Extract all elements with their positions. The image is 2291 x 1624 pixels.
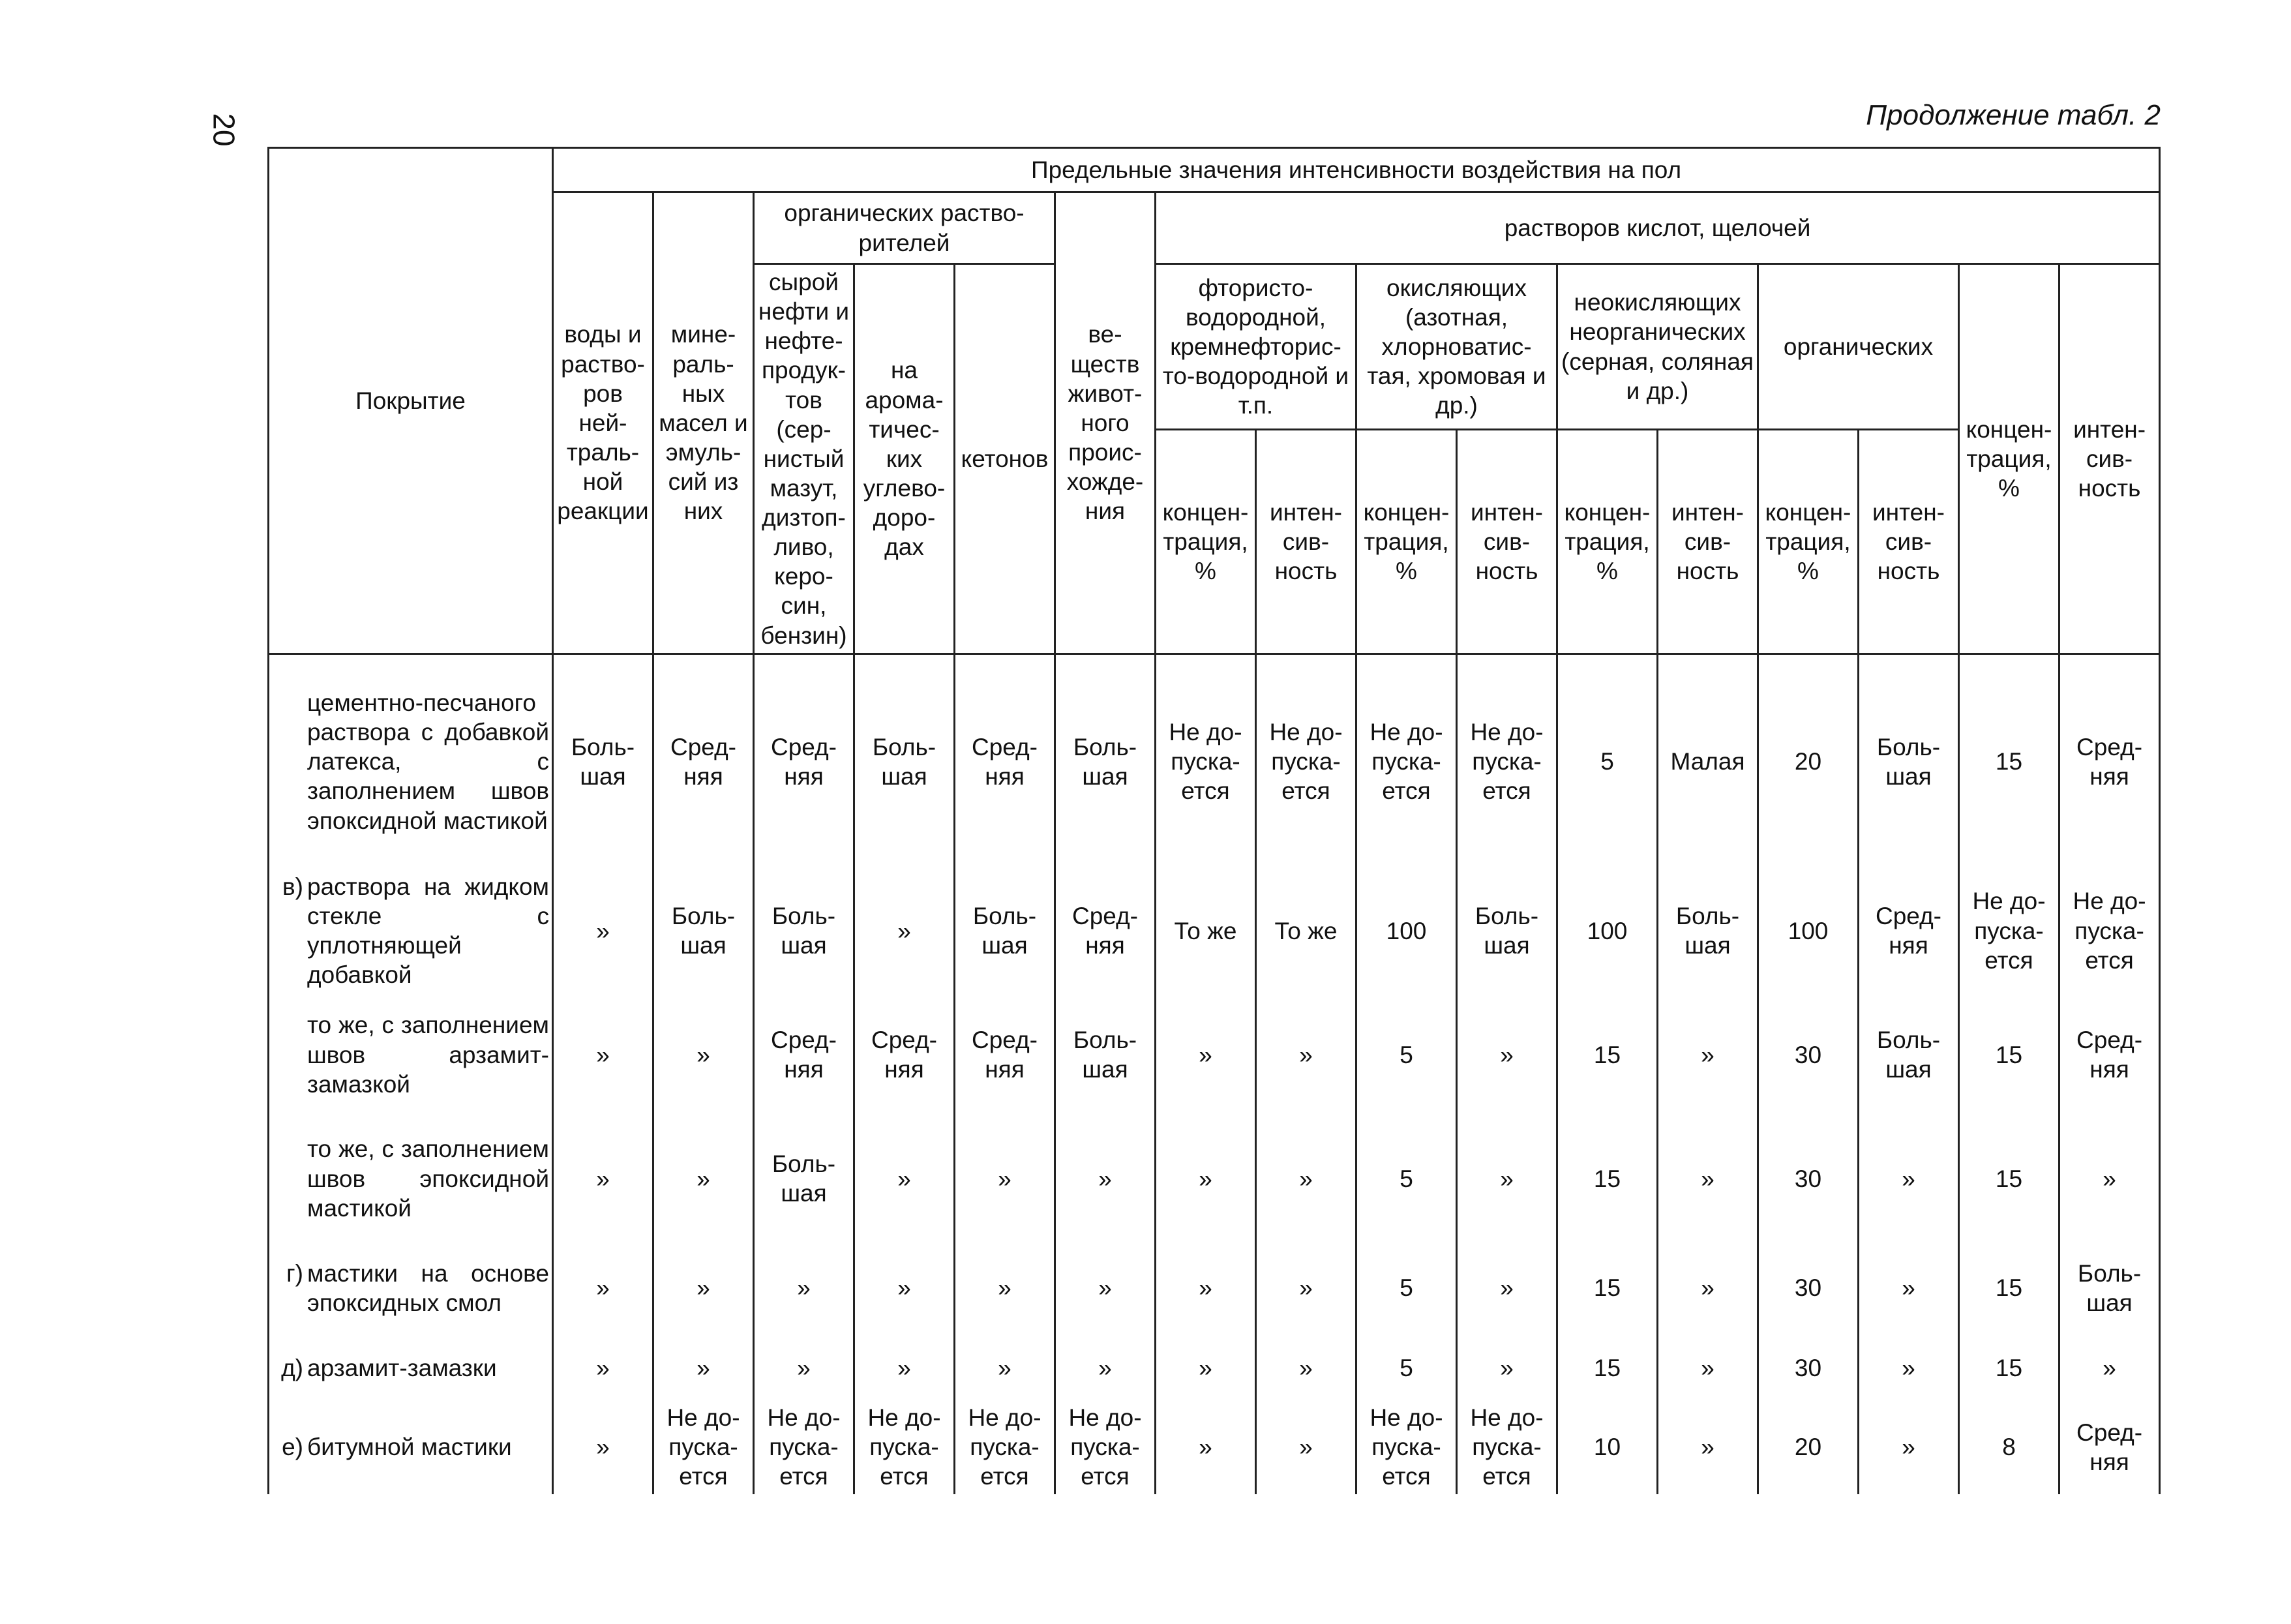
header-alkali-concentration: концен-трация, % [1959, 264, 2059, 654]
table-cell: » [553, 1335, 653, 1400]
coverage-cell [269, 1400, 553, 1494]
table-cell: 100 [1356, 869, 1457, 993]
table-cell: » [1859, 1117, 1959, 1241]
table-cell: То же [1256, 869, 1356, 993]
table-cell: Сред-няя [653, 654, 754, 869]
table-cell: Боль-шая [754, 869, 854, 993]
header-main: Предельные значения интенсивности воздействия на пол [553, 148, 2160, 192]
coverage-text: раствора на жидком стекле с уплотняющей добавкой [307, 873, 549, 989]
table-cell: » [1055, 1117, 1156, 1241]
table-row [269, 1335, 2160, 1400]
table-cell: Сред-няя [2059, 1400, 2160, 1494]
header-concentration: концен-трация, % [1557, 430, 1658, 654]
table-cell: » [854, 1241, 955, 1335]
table-row [269, 654, 2160, 869]
table-cell: Сред-няя [754, 654, 854, 869]
continuation-label: Продолжение табл. 2 [1866, 99, 2161, 131]
table-cell: » [1256, 1400, 1356, 1494]
table-cell: Сред-няя [955, 993, 1055, 1117]
table-cell: » [1156, 1117, 1256, 1241]
coverage-text: то же, с заполнением швов арзамит-замазкой [307, 1012, 549, 1098]
coverage-cell [269, 993, 553, 1117]
table-cell: 100 [1557, 869, 1658, 993]
table-cell: » [553, 1117, 653, 1241]
table-cell: 5 [1356, 1117, 1457, 1241]
header-coverage: Покрытие [269, 148, 553, 654]
table-cell: 15 [1557, 1335, 1658, 1400]
coverage-cell [269, 1241, 553, 1335]
header-crude-oil: сырой нефти и нефте-продук-тов (сер-нистый мазут, дизтоп-ливо, керо-син, бензин) [754, 264, 854, 654]
table-cell: » [1457, 1117, 1557, 1241]
table-cell: Боль-шая [1658, 869, 1758, 993]
table-cell: Боль-шая [1859, 993, 1959, 1117]
table-cell: 5 [1356, 1335, 1457, 1400]
row-letter [275, 1010, 307, 1098]
table-row [269, 1117, 2160, 1241]
table-cell: Малая [1658, 654, 1758, 869]
table-cell: 5 [1557, 654, 1658, 869]
table-cell: 30 [1758, 1335, 1859, 1400]
table-cell: Не до-пуска-ется [754, 1400, 854, 1494]
table-cell: 5 [1356, 1241, 1457, 1335]
table-cell: 8 [1959, 1400, 2059, 1494]
table-cell: » [653, 993, 754, 1117]
table-cell: » [1658, 1335, 1758, 1400]
table-cell: Не до-пуска-ется [653, 1400, 754, 1494]
table-cell: » [754, 1241, 854, 1335]
table-cell: » [1658, 1241, 1758, 1335]
row-letter [275, 688, 307, 835]
coverage-cell [269, 1117, 553, 1241]
table-cell: » [1156, 1400, 1256, 1494]
coverage-cell [269, 869, 553, 993]
table-cell: » [955, 1241, 1055, 1335]
table-cell: » [2059, 1117, 2160, 1241]
table-cell: 15 [1557, 1241, 1658, 1335]
header-alkali-intensity: интен-сив-ность [2059, 264, 2160, 654]
table-cell: » [2059, 1335, 2160, 1400]
table-cell: Боль-шая [1055, 993, 1156, 1117]
table-cell: 15 [1557, 993, 1658, 1117]
table-cell: » [1658, 1117, 1758, 1241]
table-cell: Не до-пуска-ется [2059, 869, 2160, 993]
table-body [269, 654, 2160, 1494]
table-cell: » [1457, 1335, 1557, 1400]
table-cell: Не до-пуска-ется [1156, 654, 1256, 869]
table-cell: Сред-няя [754, 993, 854, 1117]
row-letter: г) [286, 1259, 303, 1287]
table-cell: Сред-няя [854, 993, 955, 1117]
header-ketones: кетонов [955, 264, 1055, 654]
table-cell: Сред-няя [1859, 869, 1959, 993]
header-water: воды и раство-ров ней-траль-ной реакции [553, 192, 653, 654]
table-cell: Не до-пуска-ется [1356, 1400, 1457, 1494]
table-cell: Сред-няя [1055, 869, 1156, 993]
table-cell: Боль-шая [653, 869, 754, 993]
table-cell: » [1859, 1241, 1959, 1335]
coverage-cell [269, 654, 553, 869]
table-cell: Не до-пуска-ется [1959, 869, 2059, 993]
table-cell: » [1256, 1241, 1356, 1335]
header-organic: органических [1758, 264, 1959, 430]
header-aromatic: на арома-тичес-ких углево-доро-дах [854, 264, 955, 654]
coverage-cell [269, 1335, 553, 1400]
table-row [269, 1400, 2160, 1494]
table-cell: Не до-пуска-ется [955, 1400, 1055, 1494]
table-row [269, 869, 2160, 993]
table-cell: » [653, 1241, 754, 1335]
table-cell: » [1256, 993, 1356, 1117]
table-cell: 20 [1758, 1400, 1859, 1494]
table-cell: » [754, 1335, 854, 1400]
header-concentration: концен-трация, % [1156, 430, 1256, 654]
table-cell: 30 [1758, 1117, 1859, 1241]
header-acids-alkalis: растворов кислот, щелочей [1156, 192, 2160, 264]
table-cell: » [1156, 993, 1256, 1117]
header-organic-solvents: органических раство-рителей [754, 192, 1055, 264]
page-number: 20 [207, 113, 241, 147]
table-cell: Боль-шая [1859, 654, 1959, 869]
table-cell: » [1156, 1241, 1256, 1335]
table-cell: 30 [1758, 1241, 1859, 1335]
row-letter: в) [282, 873, 303, 900]
table-cell: Боль-шая [955, 869, 1055, 993]
header-animal: ве-ществ живот-ного проис-хожде-ния [1055, 192, 1156, 654]
header-intensity: интен-сив-ность [1658, 430, 1758, 654]
row-letter: д) [281, 1354, 303, 1381]
table-cell: » [1658, 1400, 1758, 1494]
table-cell: 10 [1557, 1400, 1658, 1494]
table-cell: Не до-пуска-ется [1457, 1400, 1557, 1494]
table-cell: » [1055, 1241, 1156, 1335]
table-cell: » [553, 993, 653, 1117]
table-cell: Сред-няя [2059, 654, 2160, 869]
table-cell: Не до-пуска-ется [1256, 654, 1356, 869]
table-cell: Не до-пуска-ется [1356, 654, 1457, 869]
table-cell: 15 [1959, 1241, 2059, 1335]
table-cell: 15 [1959, 654, 2059, 869]
table-cell: » [1156, 1335, 1256, 1400]
header-oxidizing: окисляющих (азотная, хлорноватис-тая, хромовая и др.) [1356, 264, 1557, 430]
table-cell: » [553, 1400, 653, 1494]
table-cell: » [1457, 1241, 1557, 1335]
table-header [269, 148, 2160, 654]
table-cell: 30 [1758, 993, 1859, 1117]
table-cell: 15 [1959, 1117, 2059, 1241]
coverage-text: то же, с заполнением швов эпоксидной мастикой [307, 1135, 549, 1222]
table-cell: » [955, 1117, 1055, 1241]
table-cell: » [1457, 993, 1557, 1117]
table-cell: 15 [1959, 1335, 2059, 1400]
coverage-text: цементно-песчаного раствора с добавкой латекса, с заполнением швов эпоксидной мастикой [307, 689, 549, 834]
table-cell: » [653, 1117, 754, 1241]
table-cell: То же [1156, 869, 1256, 993]
header-mineral-oils: мине-раль-ных масел и эмуль-сий из них [653, 192, 754, 654]
table-cell: 20 [1758, 654, 1859, 869]
table-cell: » [854, 1335, 955, 1400]
header-hydrofluoric: фтористо-водородной, кремнефторис-то-водородной и т.п. [1156, 264, 1356, 430]
table-cell: Не до-пуска-ется [1055, 1400, 1156, 1494]
table-cell: Не до-пуска-ется [854, 1400, 955, 1494]
coverage-text: мастики на основе эпоксидных смол [307, 1259, 549, 1316]
table-cell: 15 [1959, 993, 2059, 1117]
table-cell: Боль-шая [1457, 869, 1557, 993]
coverage-text: арзамит-замазки [307, 1354, 497, 1381]
table-cell: » [1859, 1400, 1959, 1494]
row-letter [275, 1134, 307, 1222]
table-cell: » [553, 1241, 653, 1335]
table-cell: Боль-шая [754, 1117, 854, 1241]
coverage-text: битумной мастики [307, 1434, 512, 1461]
header-intensity: интен-сив-ность [1256, 430, 1356, 654]
table-cell: Боль-шая [553, 654, 653, 869]
table-cell: » [955, 1335, 1055, 1400]
table-cell: » [1055, 1335, 1156, 1400]
header-concentration: концен-трация, % [1758, 430, 1859, 654]
table-cell: 100 [1758, 869, 1859, 993]
row-letter: е) [282, 1434, 303, 1461]
table-cell: » [1256, 1335, 1356, 1400]
table-cell: » [1256, 1117, 1356, 1241]
table-row [269, 1241, 2160, 1335]
limits-table [267, 147, 2161, 1494]
table-cell: » [854, 1117, 955, 1241]
table-row [269, 993, 2160, 1117]
header-intensity: интен-сив-ность [1457, 430, 1557, 654]
table-cell: » [553, 869, 653, 993]
table-cell: 15 [1557, 1117, 1658, 1241]
table-cell: Боль-шая [854, 654, 955, 869]
table-cell: Сред-няя [2059, 993, 2160, 1117]
table-cell: » [1658, 993, 1758, 1117]
table-cell: Сред-няя [955, 654, 1055, 869]
header-intensity: интен-сив-ность [1859, 430, 1959, 654]
table-cell: » [653, 1335, 754, 1400]
header-concentration: концен-трация, % [1356, 430, 1457, 654]
table-cell: Не до-пуска-ется [1457, 654, 1557, 869]
table-cell: » [1859, 1335, 1959, 1400]
header-nonoxidizing: неокисляющих неорганических (серная, соляная и др.) [1557, 264, 1758, 430]
table-cell: Боль-шая [2059, 1241, 2160, 1335]
table-cell: » [854, 869, 955, 993]
table-cell: 5 [1356, 993, 1457, 1117]
table-cell: Боль-шая [1055, 654, 1156, 869]
